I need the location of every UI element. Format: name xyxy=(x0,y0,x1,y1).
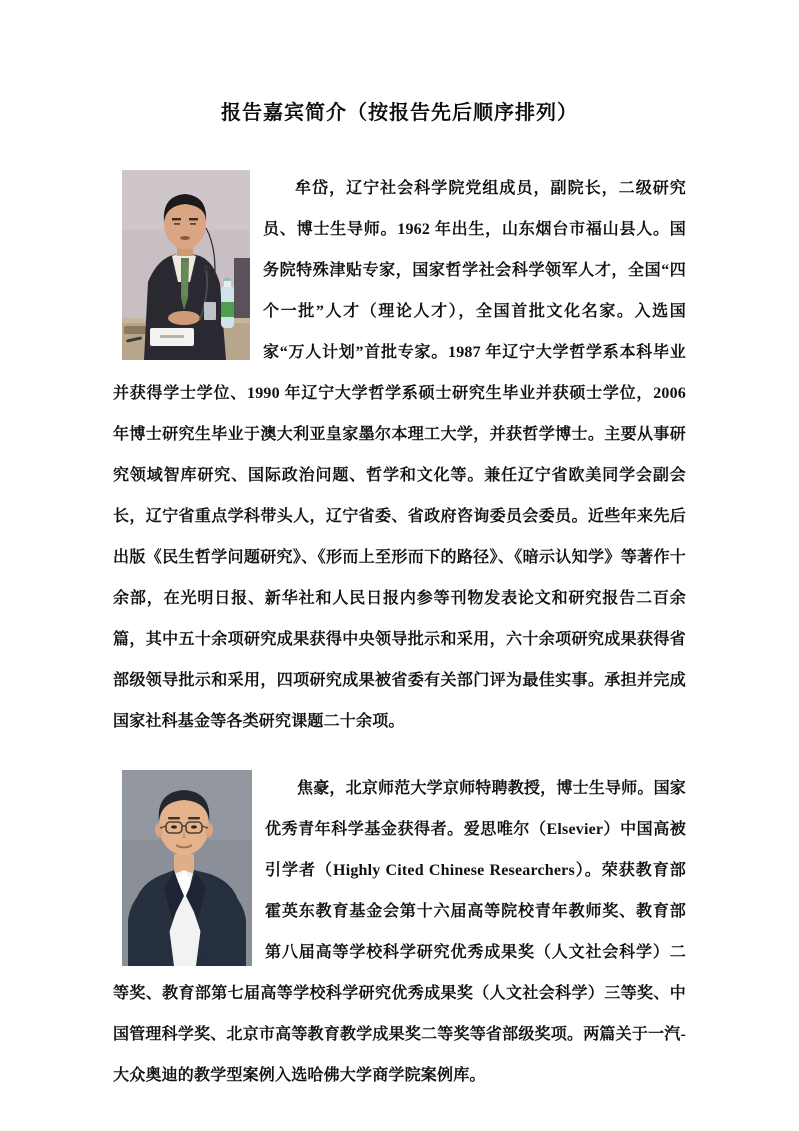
speaker2-photo xyxy=(122,770,252,966)
speaker-bio-1 xyxy=(113,168,686,742)
speaker1-photo xyxy=(122,170,250,360)
page-title: 报告嘉宾简介（按报告先后顺序排列） xyxy=(221,102,578,124)
conference-photo-illustration xyxy=(122,170,250,360)
portrait-photo-illustration xyxy=(122,770,252,966)
speaker1-bio-text: 牟岱，辽宁社会科学院党组成员，副院长，二级研究员、博士生导师。1962 年出生，山东烟台市福山县人。国务院特殊津贴专家，国家哲学社会科学领军人才，全国“四个一批”人才（理论人才），全国首批文化名家。入选国家“万人计划”首批专家。1987 年辽宁大学哲学系本科毕业并获得学士学位、1990 年辽宁大学哲学系硕士研究生毕业并获硕士学位，2006 年博士研究生毕业于澳大利亚皇家墨尔本理工大学，并获哲学博士。主要从事研究领域智库研究、国际政治问题、哲学和文化等。兼任辽宁省欧美同学会副会长，辽宁省重点学科带头人，辽宁省委、省政府咨询委员会委员。近些年来先后出版《民生哲学问题研究》、《形而上至形而下的路径》、《暗示认知学》等著作十余部，在光明日报、新华社和人民日报内参等刊物发表论文和研究报告二百余篇，其中五十余项研究成果获得中央领导批示和采用，六十余项研究成果获得省部级领导批示和采用，四项研究成果被省委有关部门评为最佳实事。承担并完成国家社科基金等各类研究课题二十余项。 xyxy=(113,180,686,730)
speaker-bio-2 xyxy=(113,768,686,1096)
speaker2-bio-text: 焦豪，北京师范大学京师特聘教授，博士生导师。国家优秀青年科学基金获得者。爱思唯尔（Elsevier）中国高被引学者（Highly Cited Chinese Researchers）。荣获教育部霍英东教育基金会第十六届高等院校青年教师奖、教育部第八届高等学校科学研究优秀成果奖（人文社会科学）二等奖、教育部第七届高等学校科学研究优秀成果奖（人文社会科学）三等奖、中国管理科学奖、北京市高等教育教学成果奖二等奖等省部级奖项。两篇关于一汽-大众奥迪的教学型案例入选哈佛大学商学院案例库。 xyxy=(113,780,686,1084)
